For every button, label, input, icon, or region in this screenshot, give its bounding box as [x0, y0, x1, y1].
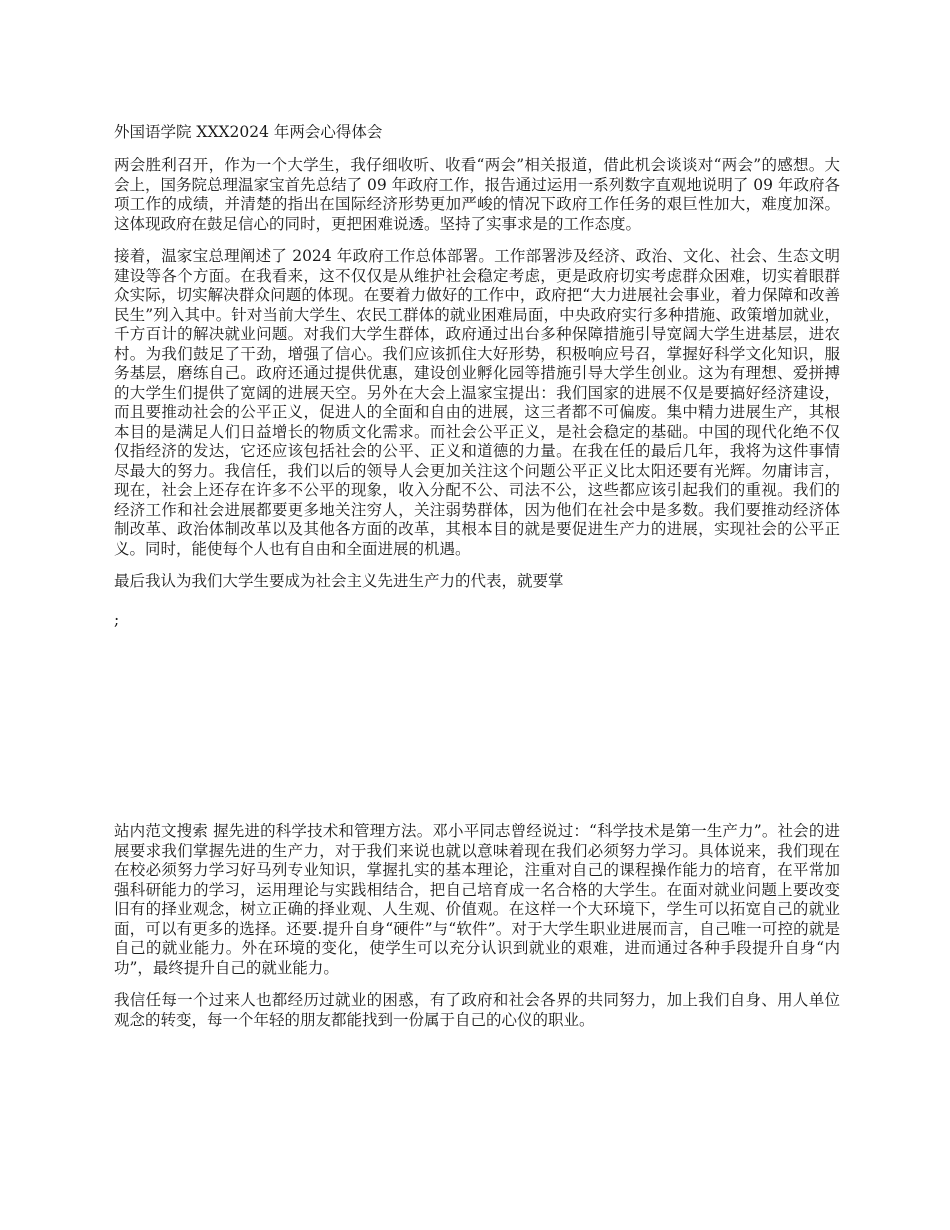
- paragraph-5: 我信任每一个过来人也都经历过就业的困惑，有了政府和社会各界的共同努力，加上我们自身、用人单位观念的转变，每一个年轻的朋友都能找到一份属于自己的心仪的职业。: [114, 991, 840, 1029]
- paragraph-2: 接着，温家宝总理阐述了 2024 年政府工作总体部署。工作部署涉及经济、政治、文化、社会、生态文明建设等各个方面。在我看来，这不仅仅是从维护社会稳定考虑，更是政府切实考虑群众困难，切实着眼群众实际，切实解决群众问题的体现。在要着力做好的工作中，政府把“大力进展社会事业，着力保障和改善民生”列入其中。针对当前大学生、农民工群体的就业困难局面，中央政府实行多种措施、政策增加就业，千方百计的解决就业问题。对我们大学生群体，政府通过出台多种保障措施引导宽阔大学生进基层，进农村。为我们鼓足了干劲，增强了信心。我们应该抓住大好形势，积极响应号召，掌握好科学文化知识，服务基层，磨练自己。政府还通过提供优惠，建设创业孵化园等措施引导大学生创业。这为有理想、爱拼搏的大学生们提供了宽阔的进展天空。另外在大会上温家宝提出：我们国家的进展不仅是要搞好经济建设，而且要推动社会的公平正义，促进人的全面和自由的进展，这三者都不可偏废。集中精力进展生产，其根本目的是满足人们日益增长的物质文化需求。而社会公平正义，是社会稳定的基础。中国的现代化绝不仅仅指经济的发达，它还应该包括社会的公平、正义和道德的力量。在我在任的最后几年，我将为这件事情尽最大的努力。我信任，我们以后的领导人会更加关注这个问题公平正义比太阳还要有光辉。勿庸讳言，现在，社会上还存在许多不公平的现象，收入分配不公、司法不公，这些都应该引起我们的重视。我们的经济工作和社会进展都要更多地关注穷人，关注弱势群体，因为他们在社会中是多数。我们要推动经济体制改革、政治体制改革以及其他各方面的改革，其根本目的就是要促进生产力的进展，实现社会的公平正义。同时，能使每个人也有自由和全面进展的机遇。: [114, 247, 840, 558]
- paragraph-1: 两会胜利召开，作为一个大学生，我仔细收听、收看“两会”相关报道，借此机会谈谈对“两会”的感想。大会上，国务院总理温家宝首先总结了 09 年政府工作，报告通过运用一系列数字直观地说明了 09 年政府各项工作的成绩，并清楚的指出在国际经济形势更加严峻的情况下政府工作任务的艰巨性加大，难度加深。这体现政府在鼓足信心的同时，更把困难说透。坚持了实事求是的工作态度。: [114, 156, 840, 233]
- page-separator: ;: [114, 610, 120, 629]
- paragraph-3: 最后我认为我们大学生要成为社会主义先进生产力的代表，就要掌: [114, 572, 564, 590]
- document-page-upper: [114, 121, 840, 631]
- paragraph-4: 站内范文搜索 握先进的科学技术和管理方法。邓小平同志曾经说过：“科学技术是第一生产力”。社会的进展要求我们掌握先进的生产力，对于我们来说也就以意味着现在我们必须努力学习。具体说来，我们现在在校必须努力学习好马列专业知识，掌握扎实的基本理论，注重对自己的课程操作能力的培育，在平常加强科研能力的学习，运用理论与实践相结合，把自己培育成一名合格的大学生。在面对就业问题上要改变旧有的择业观念，树立正确的择业观、人生观、价值观。在这样一个大环境下，学生可以拓宽自己的就业面，可以有更多的选择。还要.提升自身“硬件”与“软件”。对于大学生职业进展而言，自己唯一可控的就是自己的就业能力。外在环境的变化，使学生可以充分认识到就业的艰难，进而通过各种手段提升自身“内功”，最终提升自己的就业能力。: [114, 822, 840, 977]
- document-page-lower: [114, 822, 840, 1043]
- document-title: 外国语学院 XXX2024 年两会心得体会: [114, 123, 383, 141]
